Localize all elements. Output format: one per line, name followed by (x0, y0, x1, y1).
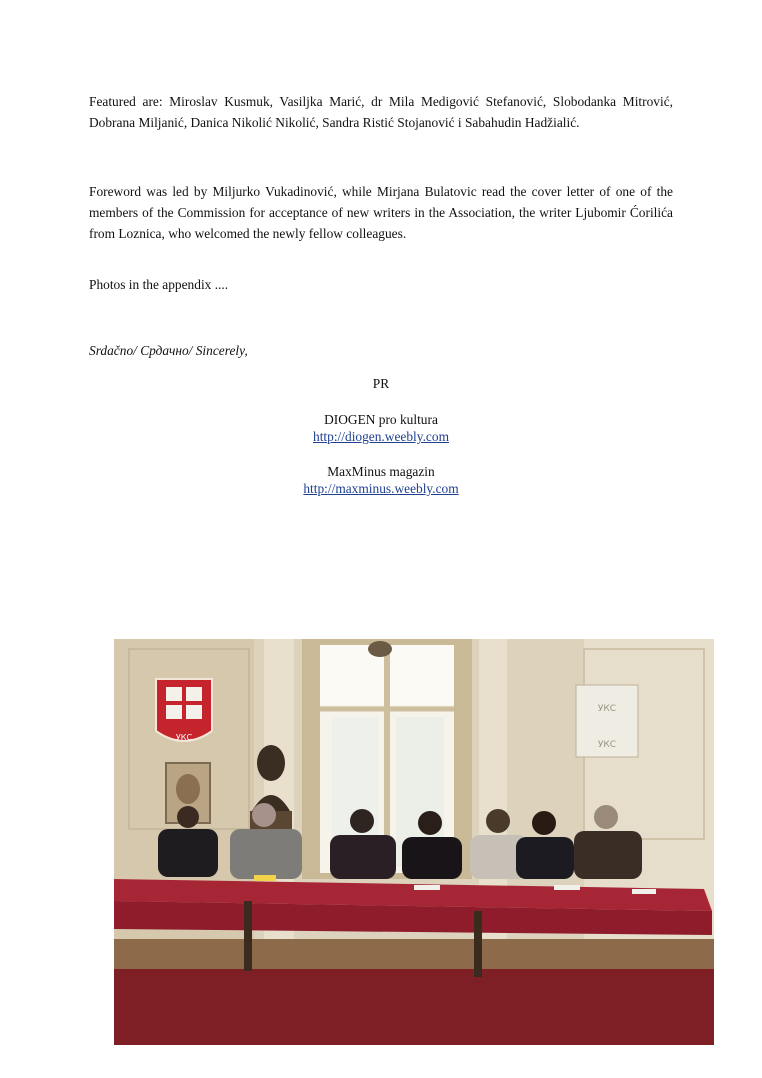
association-sign (576, 685, 638, 757)
org-maxminus (0, 463, 762, 497)
signoff: Srdačno/ Срдачно/ Sincerely, (89, 343, 248, 358)
org-maxminus-link[interactable]: http://maxminus.weebly.com (303, 481, 459, 496)
event-photo (114, 639, 714, 1045)
appendix-paragraph: Photos in the appendix .... (89, 277, 229, 292)
org-diogen (0, 411, 762, 445)
crest-emblem (156, 679, 212, 742)
org-diogen-link[interactable]: http://diogen.weebly.com (313, 429, 449, 444)
sign-bottom-text: УКС (597, 740, 617, 750)
crest-text: УКС (175, 733, 193, 742)
featured-paragraph: Featured are: Miroslav Kusmuk, Vasiljka Marić, dr Mila Medigović Stefanović, Slobodanka Mitrović, Dobrana Miljanić, Danica Nikolić Nikolić, Sandra Ristić Stojanović i Sabahudin Hadžialić. (89, 94, 673, 130)
org-maxminus-name: MaxMinus magazin (327, 464, 435, 479)
org-diogen-name: DIOGEN pro kultura (324, 412, 438, 427)
sign-top-text: УКС (597, 704, 617, 714)
foreword-paragraph: Foreword was led by Miljurko Vukadinović, while Mirjana Bulatovic read the cover letter of one of the members of the Commission for acceptance of new writers in the Association, the writer Ljubomir Ćorilića from Loznica, who welcomed the newly fellow colleagues. (89, 184, 673, 241)
signature: PR (372, 376, 390, 391)
